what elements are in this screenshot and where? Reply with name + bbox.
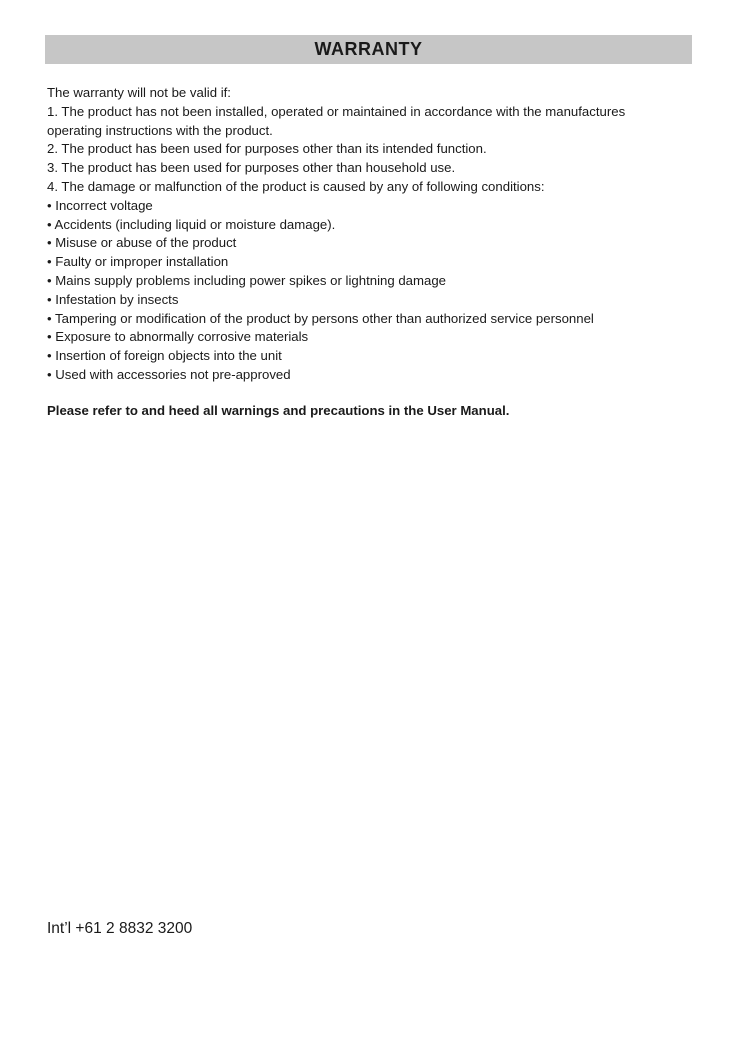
phone-number: Int’l +61 2 8832 3200 (47, 920, 193, 937)
bullet-item: • Used with accessories not pre-approved (47, 366, 291, 382)
warranty-body (47, 84, 697, 385)
bullet-item: • Faulty or improper installation (47, 254, 229, 270)
bullet-item: • Insertion of foreign objects into the unit (47, 348, 282, 364)
bullet-item: • Mains supply problems including power spikes or lightning damage (47, 272, 446, 288)
condition-line: 3. The product has been used for purposes other than household use. (47, 160, 456, 176)
page-title: WARRANTY (314, 39, 423, 59)
header-bar (45, 35, 692, 64)
condition-line: 1. The product has not been installed, operated or maintained in accordance with the manufactures (47, 103, 626, 119)
bullet-item: • Infestation by insects (47, 291, 179, 307)
bullet-item: • Misuse or abuse of the product (47, 235, 237, 251)
condition-line: 2. The product has been used for purposes other than its intended function. (47, 141, 487, 157)
bullet-item: • Accidents (including liquid or moisture damage). (47, 216, 336, 232)
intro-text: The warranty will not be valid if: (47, 85, 231, 100)
bullet-item: • Exposure to abnormally corrosive materials (47, 329, 309, 345)
bullet-item: • Tampering or modification of the product by persons other than authorized service personnel (47, 310, 594, 326)
condition-line: operating instructions with the product. (47, 122, 273, 138)
bullet-item: • Incorrect voltage (47, 197, 153, 213)
condition-line: 4. The damage or malfunction of the product is caused by any of following conditions: (47, 178, 545, 194)
manual-notice: Please refer to and heed all warnings and precautions in the User Manual. (47, 403, 510, 418)
